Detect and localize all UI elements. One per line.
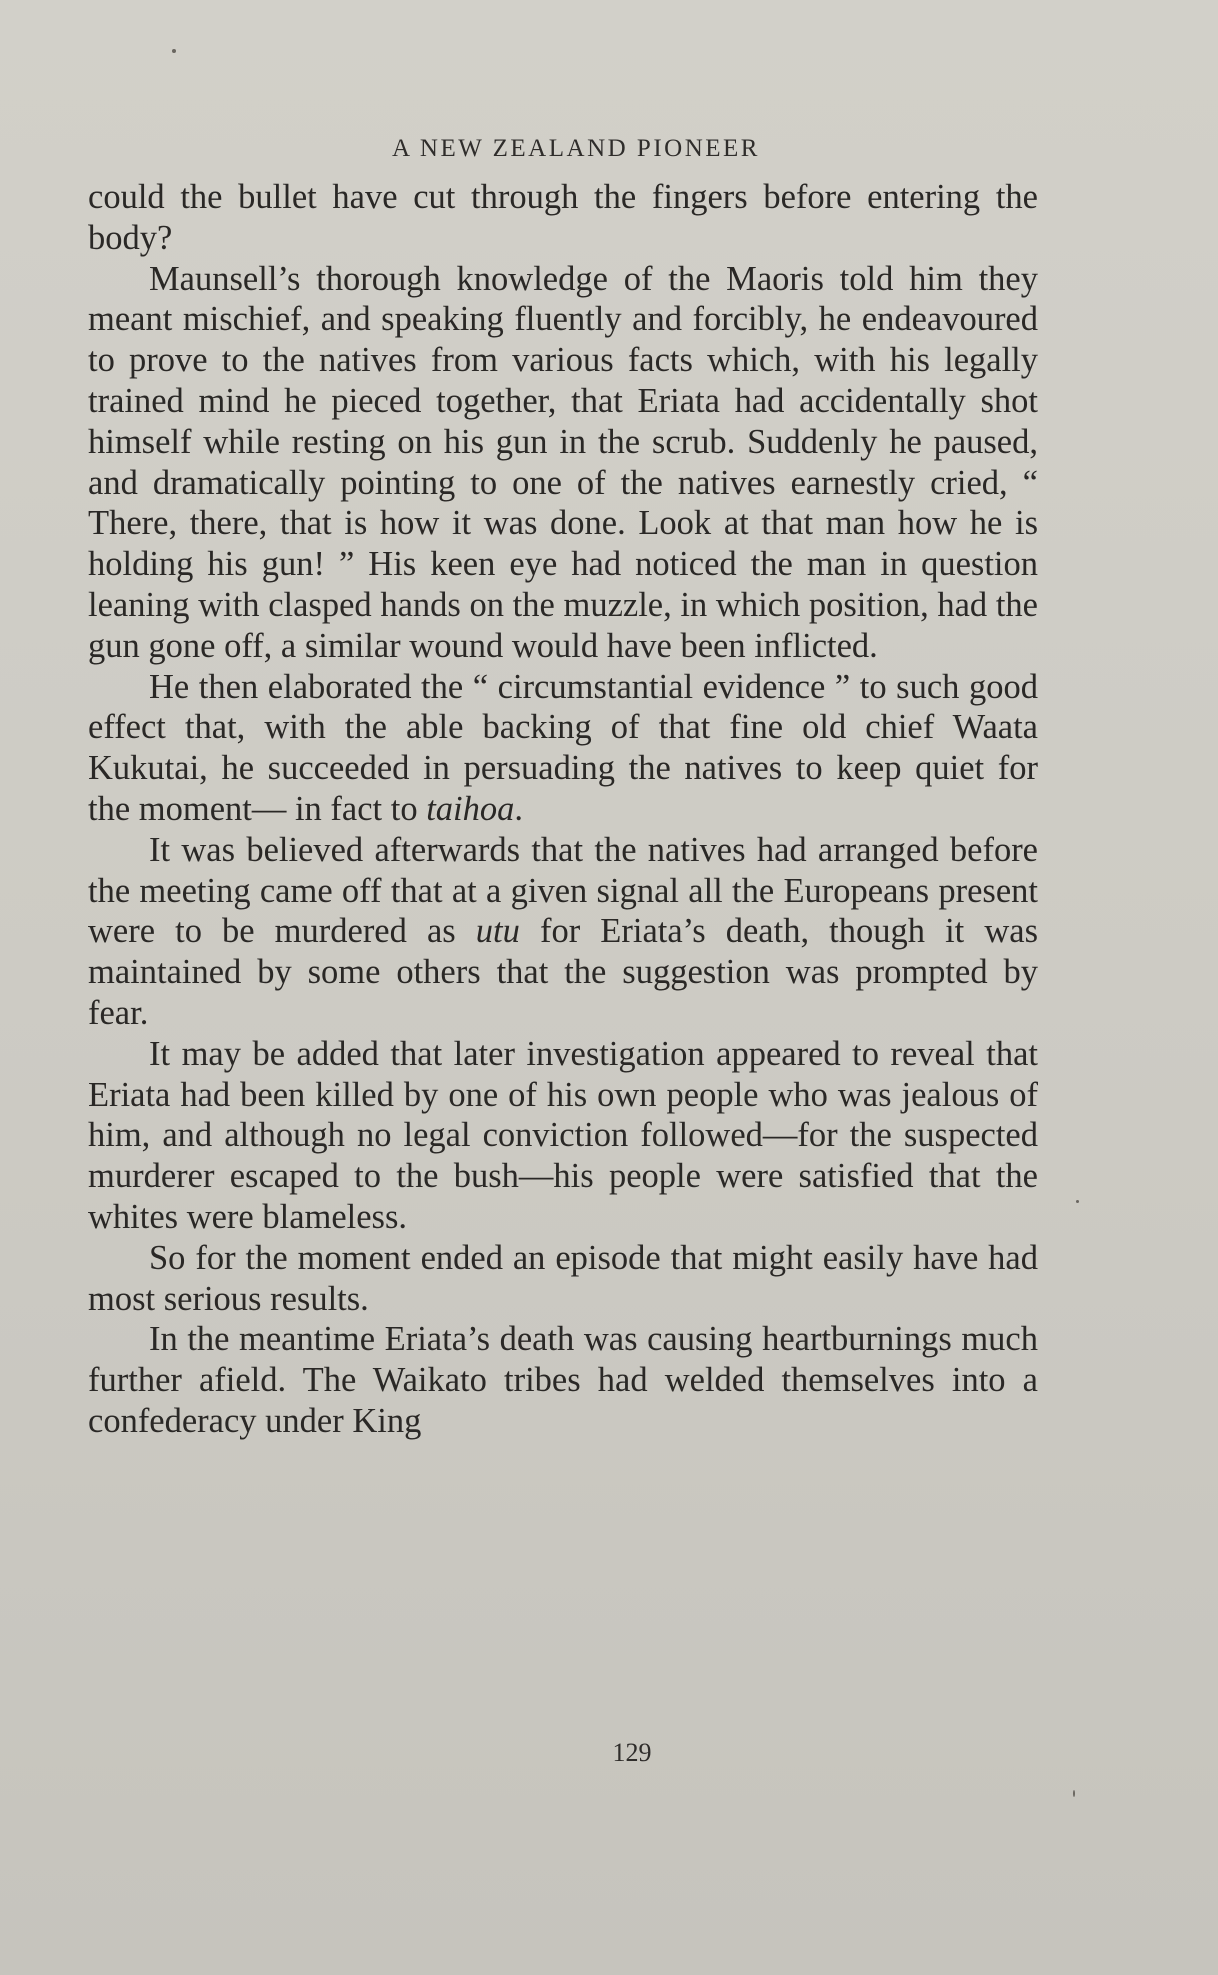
- paper-speck: [172, 49, 176, 53]
- text-run: Maunsell’s thorough knowledge of the Maoris told him they meant mischief, and speaking fluently and forcibly, he endeavoured to prove to the natives from various facts which, with his legally trained mind he pieced together, that Eriata had accidentally shot himself while resting on his gun in the scrub. Suddenly he paused, and dramatically pointing to one of the natives earnestly cried, “ There, there, that is how it was done. Look at that man how he is holding his gun! ” His keen eye had noticed the man in question leaning with clasped hands on the muzzle, in which position, had the gun gone off, a similar wound would have been inflicted.: [88, 259, 1038, 665]
- paragraph: [88, 1238, 1038, 1320]
- page-number-label: 129: [612, 1738, 652, 1767]
- paragraph: [88, 830, 1038, 1034]
- text-run: It was believed afterwards that the natives had arranged before the meeting came off that at a given signal all the Europeans present were to be murdered as: [88, 830, 1038, 951]
- running-head: A NEW ZEALAND PIONEER: [392, 135, 760, 162]
- italic-term: utu: [475, 912, 520, 951]
- paragraph: [88, 1034, 1038, 1238]
- paper-speck: [1073, 1790, 1075, 1797]
- paragraph: [88, 1319, 1038, 1441]
- paragraph: [88, 667, 1038, 830]
- text-run: for Eriata’s death, though it was maintained by some others that the suggestion was prompted by fear.: [88, 912, 1039, 1032]
- book-page: [88, 135, 1038, 1442]
- text-run: It may be added that later investigation appeared to reveal that Eriata had been killed by one of his own people who was jealous of him, and although no legal conviction followed—for the suspected murderer escaped to the bush—his people were satisfied that the whites were blameless.: [88, 1034, 1038, 1236]
- paragraph: [88, 259, 1038, 667]
- paragraph: [88, 177, 1038, 259]
- text-run: In the meantime Eriata’s death was causing heartburnings much further afield. The Waikato tribes had welded themselves into a confederacy under King: [88, 1320, 1038, 1440]
- text-run: could the bullet have cut through the fingers before entering the body?: [88, 178, 1038, 257]
- italic-term: taihoa: [426, 789, 515, 828]
- paper-speck: [1076, 1200, 1079, 1203]
- page-number: [0, 1738, 1218, 1768]
- text-run: So for the moment ended an episode that might easily have had most serious results.: [88, 1238, 1038, 1318]
- body-text: [88, 177, 1038, 1442]
- text-run: .: [514, 789, 524, 828]
- text-run: He then elaborated the “ circumstantial evidence ” to such good effect that, with the able backing of that fine old chief Waata Kukutai, he succeeded in persuading the natives to keep quiet for the moment— in fact to: [88, 667, 1038, 828]
